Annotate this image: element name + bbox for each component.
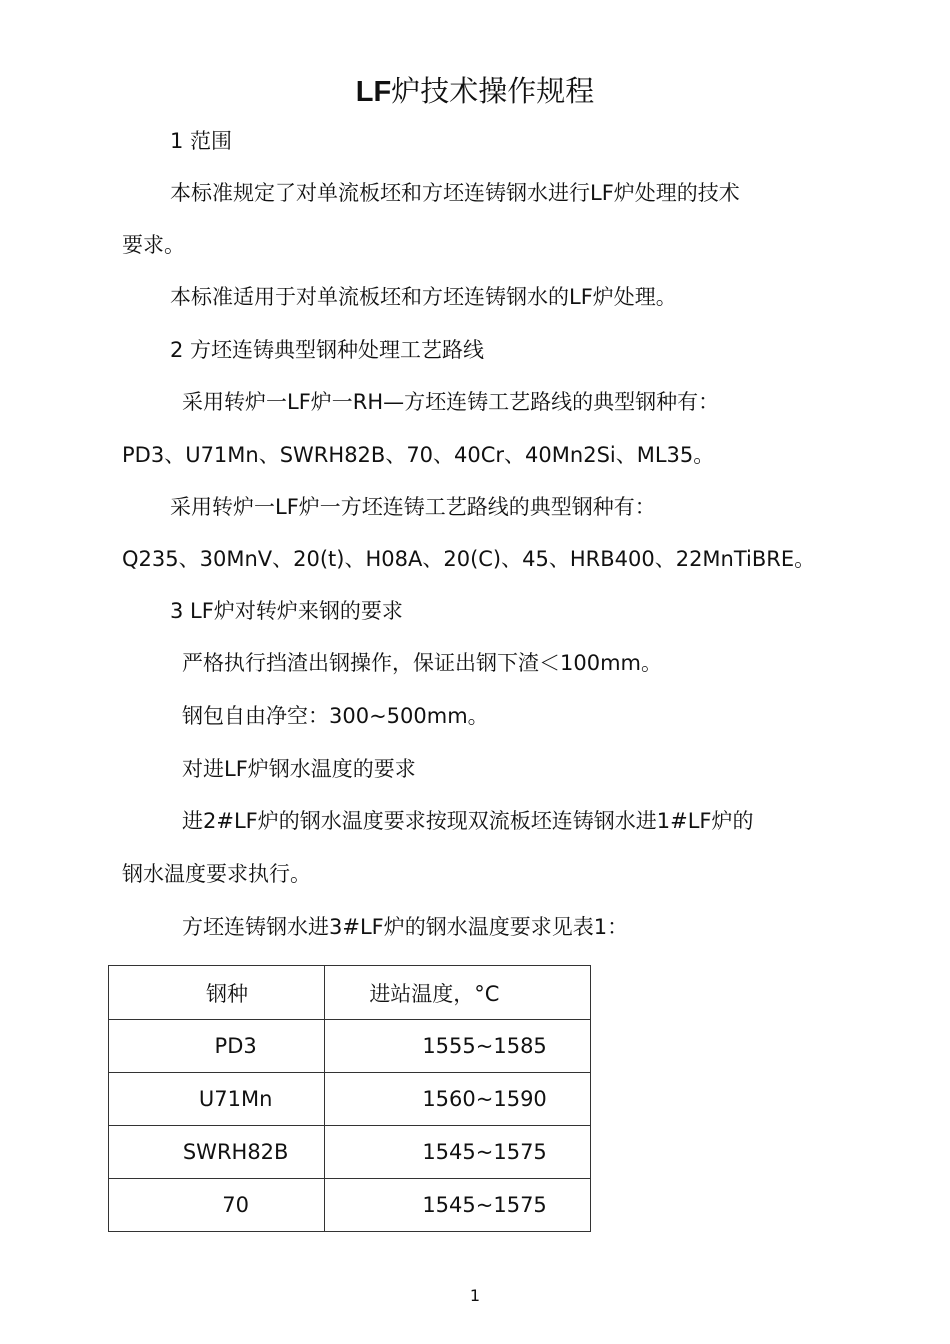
req3: 对进LF炉钢水温度的要求 — [182, 757, 416, 781]
req4-line1: 进2#LF炉的钢水温度要求按现双流板坯连铸钢水进1#LF炉的 — [182, 809, 754, 833]
para1-line1: 本标准规定了对单流板坯和方坯连铸钢水进行LF炉处理的技术 — [170, 181, 740, 205]
table-header-steel-grade: 钢种 — [109, 966, 325, 1020]
section1-heading: 1 范围 — [170, 129, 233, 153]
page-title — [0, 72, 950, 111]
section2-heading: 2 方坯连铸典型钢种处理工艺路线 — [170, 338, 485, 362]
table-cell-temperature: 1545~1575 — [325, 1126, 591, 1179]
page-number: 1 — [469, 1286, 481, 1305]
table-cell-temperature: 1560~1590 — [325, 1073, 591, 1126]
table-cell-grade: U71Mn — [109, 1073, 325, 1126]
para2: 本标准适用于对单流板坯和方坯连铸钢水的LF炉处理。 — [170, 285, 677, 309]
temperature-table — [108, 965, 591, 1232]
table-row — [109, 1020, 591, 1073]
table-header-row — [109, 966, 591, 1020]
table-cell-grade: PD3 — [109, 1020, 325, 1073]
req1: 严格执行挡渣出钢操作，保证出钢下渣＜100mm。 — [182, 651, 662, 675]
title-prefix: LF — [355, 76, 392, 108]
route2-line2: Q235、30MnV、20(t)、H08A、20(C)、45、HRB400、22MnTiBRE。 — [122, 547, 816, 571]
table-cell-temperature: 1545~1575 — [325, 1179, 591, 1232]
table-row — [109, 1126, 591, 1179]
table-header-temperature: 进站温度，°C — [325, 966, 591, 1020]
table-row — [109, 1179, 591, 1232]
req4-line2: 钢水温度要求执行。 — [122, 862, 311, 886]
title-text: 炉技术操作规程 — [391, 74, 595, 108]
req2: 钢包自由净空：300~500mm。 — [182, 704, 489, 728]
route1-line1: 采用转炉一LF炉一RH—方坯连铸工艺路线的典型钢种有： — [182, 390, 720, 414]
route2-line1: 采用转炉一LF炉一方坯连铸工艺路线的典型钢种有： — [170, 495, 656, 519]
req5: 方坯连铸钢水进3#LF炉的钢水温度要求见表1： — [182, 915, 629, 939]
para1-line2: 要求。 — [122, 233, 185, 257]
table-cell-temperature: 1555~1585 — [325, 1020, 591, 1073]
table-row — [109, 1073, 591, 1126]
table-cell-grade: 70 — [109, 1179, 325, 1232]
table-cell-grade: SWRH82B — [109, 1126, 325, 1179]
route1-line2: PD3、U71Mn、SWRH82B、70、40Cr、40Mn2Si、ML35。 — [122, 443, 715, 467]
section3-heading: 3 LF炉对转炉来钢的要求 — [170, 599, 403, 623]
